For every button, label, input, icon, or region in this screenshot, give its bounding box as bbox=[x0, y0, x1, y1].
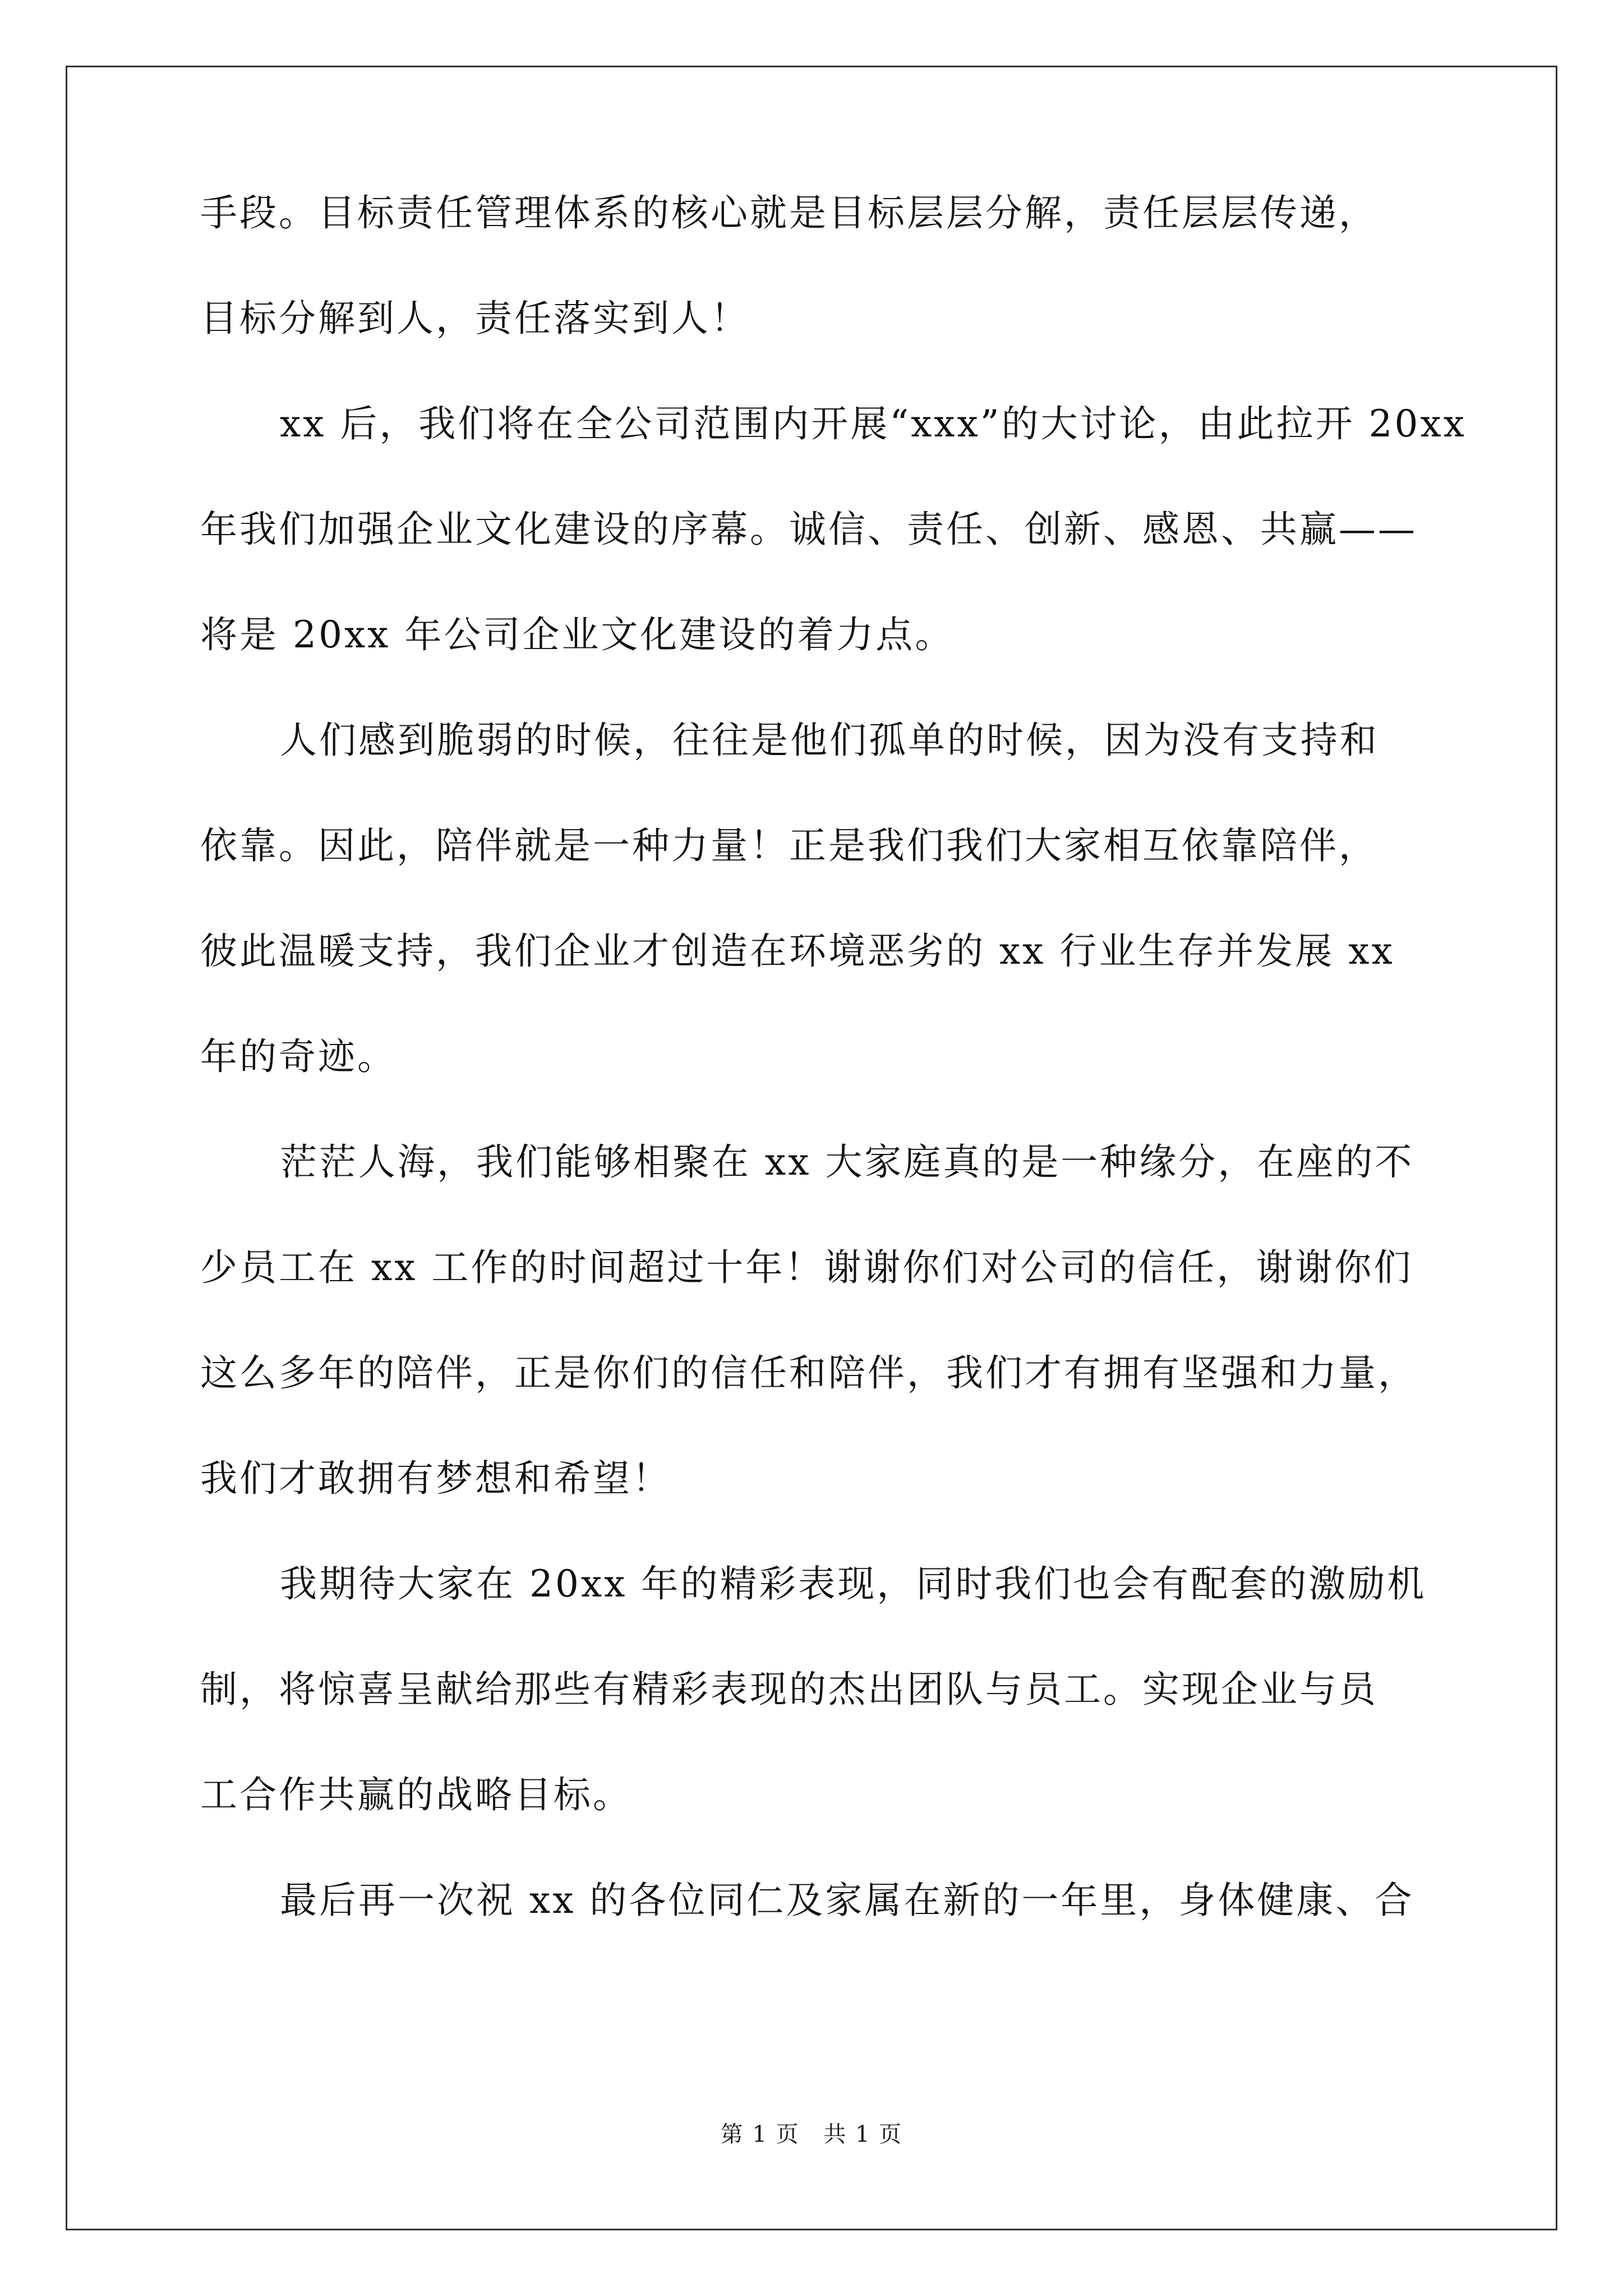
text-line: 茫茫人海，我们能够相聚在 xx 大家庭真的是一种缘分，在座的不 bbox=[280, 1140, 1414, 1184]
text-line: 这么多年的陪伴，正是你们的信任和陪伴，我们才有拥有坚强和力量， bbox=[200, 1351, 1417, 1395]
text-line: 彼此温暖支持，我们企业才创造在环境恶劣的 xx 行业生存并发展 xx bbox=[200, 930, 1395, 973]
text-line: 我期待大家在 20xx 年的精彩表现，同时我们也会有配套的激励机 bbox=[280, 1562, 1427, 1605]
page-number: 第 1 页 bbox=[720, 2122, 800, 2147]
page-footer bbox=[0, 2120, 1623, 2148]
text-line: xx 后，我们将在全公司范围内开展“xxx”的大讨论，由此拉开 20xx bbox=[280, 402, 1467, 445]
text-line: 年的奇迹。 bbox=[200, 1035, 396, 1078]
text-line: 将是 20xx 年公司企业文化建设的着力点。 bbox=[200, 613, 955, 656]
text-line: 目标分解到人，责任落实到人！ bbox=[200, 297, 750, 340]
text-line: 工合作共赢的战略目标。 bbox=[200, 1773, 632, 1816]
text-line: 最后再一次祝 xx 的各位同仁及家属在新的一年里，身体健康、合 bbox=[280, 1879, 1414, 1922]
text-line: 少员工在 xx 工作的时间超过十年！谢谢你们对公司的信任，谢谢你们 bbox=[200, 1246, 1413, 1289]
text-line: 人们感到脆弱的时候，往往是他们孤单的时候，因为没有支持和 bbox=[280, 719, 1379, 762]
text-line: 年我们加强企业文化建设的序幕。诚信、责任、创新、感恩、共赢—— bbox=[200, 508, 1417, 551]
text-line: 手段。目标责任管理体系的核心就是目标层层分解，责任层层传递， bbox=[200, 191, 1378, 234]
text-line: 制，将惊喜呈献给那些有精彩表现的杰出团队与员工。实现企业与员 bbox=[200, 1668, 1378, 1711]
page-total: 共 1 页 bbox=[823, 2122, 903, 2147]
text-line: 依靠。因此，陪伴就是一种力量！正是我们我们大家相互依靠陪伴， bbox=[200, 824, 1378, 867]
text-line: 我们才敢拥有梦想和希望！ bbox=[200, 1457, 671, 1500]
